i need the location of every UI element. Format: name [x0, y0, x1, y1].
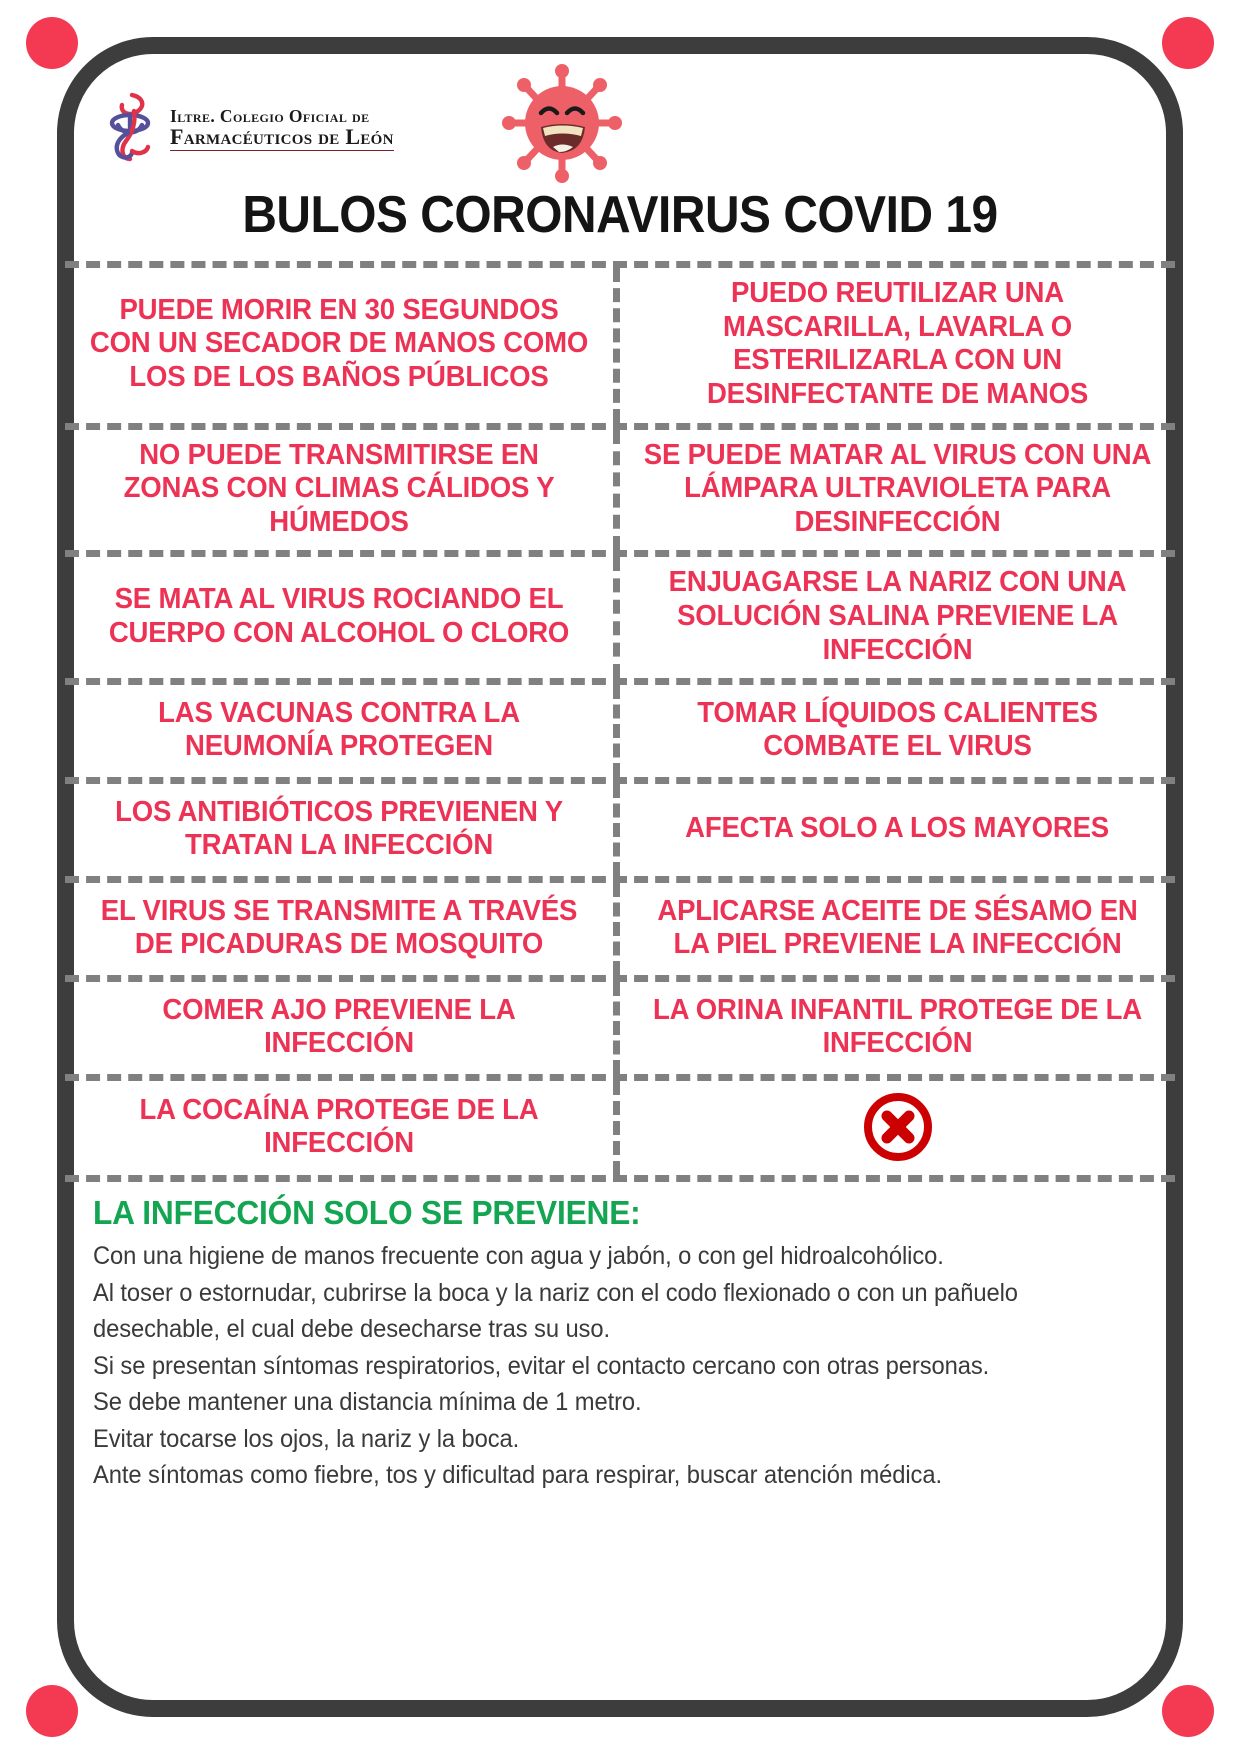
- myth-text: SE MATA AL VIRUS ROCIANDO EL CUERPO CON ALCOHOL O CLORO: [108, 583, 570, 649]
- pharmacy-caduceus-emblem-icon: [102, 89, 160, 169]
- poster-content: [57, 37, 1183, 1717]
- table-row: [65, 876, 1175, 975]
- poster-header: [57, 37, 1183, 177]
- myth-cell-icon: [620, 1081, 1175, 1175]
- myths-grid: [57, 261, 1183, 1182]
- myth-cell: [65, 883, 620, 975]
- myth-cell: [620, 982, 1175, 1074]
- pharmacists-college-logo: [102, 89, 394, 169]
- table-row: [65, 423, 1175, 551]
- myth-cell: [620, 883, 1175, 975]
- prevention-line: Al toser o estornudar, cubrirse la boca y la nariz con el codo flexionado o con un pañuelo: [93, 1278, 1018, 1307]
- myth-text: NO PUEDE TRANSMITIRSE EN ZONAS CON CLIMAS CÁLIDOS Y HÚMEDOS: [123, 438, 555, 538]
- prevention-section: [57, 1182, 1183, 1494]
- myth-cell: [620, 784, 1175, 876]
- myth-cell: [65, 268, 620, 423]
- myth-cell: [620, 557, 1175, 678]
- myth-text: ENJUAGARSE LA NARIZ CON UNA SOLUCIÓN SALINA PREVIENE LA INFECCIÓN: [668, 566, 1127, 666]
- myth-cell: [65, 982, 620, 1074]
- myth-cell: [65, 685, 620, 777]
- myth-text: LOS ANTIBIÓTICOS PREVIENEN Y TRATAN LA INFECCIÓN: [115, 795, 563, 862]
- myth-cell: [620, 685, 1175, 777]
- myth-text: APLICARSE ACEITE DE SÉSAMO EN LA PIEL PREVIENE LA INFECCIÓN: [657, 894, 1138, 961]
- table-row: [65, 678, 1175, 777]
- myth-text: TOMAR LÍQUIDOS CALIENTES COMBATE EL VIRUS: [697, 696, 1098, 763]
- myth-text: SE PUEDE MATAR AL VIRUS CON UNA LÁMPARA ULTRAVIOLETA PARA DESINFECCIÓN: [643, 438, 1152, 538]
- prevention-line: Con una higiene de manos frecuente con agua y jabón, o con gel hidroalcohólico.: [93, 1242, 944, 1271]
- prevention-line: Si se presentan síntomas respiratorios, evitar el contacto cercano con otras personas.: [93, 1351, 990, 1380]
- page-title: BULOS CORONAVIRUS COVID 19: [242, 186, 998, 244]
- myth-cell: [65, 557, 620, 678]
- myth-cell: [620, 430, 1175, 551]
- laughing-coronavirus-mascot-icon: [497, 59, 627, 187]
- table-row: [65, 777, 1175, 876]
- prevention-line: Ante síntomas como fiebre, tos y dificultad para respirar, buscar atención médica.: [93, 1461, 942, 1490]
- table-row: [65, 261, 1175, 423]
- myth-cell: [65, 1081, 620, 1175]
- table-row: [65, 1074, 1175, 1182]
- myth-text: PUEDE MORIR EN 30 SEGUNDOS CON UN SECADOR DE MANOS COMO LOS DE LOS BAÑOS PÚBLICOS: [89, 293, 589, 394]
- myth-text: LA ORINA INFANTIL PROTEGE DE LA INFECCIÓN: [652, 993, 1143, 1060]
- myth-cell: [620, 268, 1175, 423]
- prevention-heading: LA INFECCIÓN SOLO SE PREVIENE:: [93, 1194, 641, 1232]
- myth-cell: [65, 430, 620, 551]
- table-row: [65, 975, 1175, 1074]
- table-row: [65, 550, 1175, 678]
- myth-text: LA COCAÍNA PROTEGE DE LA INFECCIÓN: [139, 1093, 539, 1160]
- myth-cell: [65, 784, 620, 876]
- prevention-line: Evitar tocarse los ojos, la nariz y la boca.: [93, 1424, 520, 1453]
- myth-text: LAS VACUNAS CONTRA LA NEUMONÍA PROTEGEN: [158, 696, 520, 763]
- myth-text: EL VIRUS SE TRANSMITE A TRAVÉS DE PICADURAS DE MOSQUITO: [100, 894, 578, 961]
- myth-text: AFECTA SOLO A LOS MAYORES: [685, 812, 1110, 845]
- prevention-line: desechable, el cual debe desecharse tras su uso.: [93, 1315, 610, 1344]
- myth-text: PUEDO REUTILIZAR UNA MASCARILLA, LAVARLA O ESTERILIZARLA CON UN DESINFECTANTE DE MANOS: [706, 277, 1089, 410]
- myth-text: COMER AJO PREVIENE LA INFECCIÓN: [162, 993, 516, 1060]
- logo-line-1: Iltre. Colegio Oficial de: [170, 105, 370, 126]
- logo-line-2: Farmacéuticos de León: [170, 125, 394, 151]
- prevention-line: Se debe mantener una distancia mínima de 1 metro.: [93, 1388, 642, 1417]
- circle-x-icon: [861, 1090, 935, 1164]
